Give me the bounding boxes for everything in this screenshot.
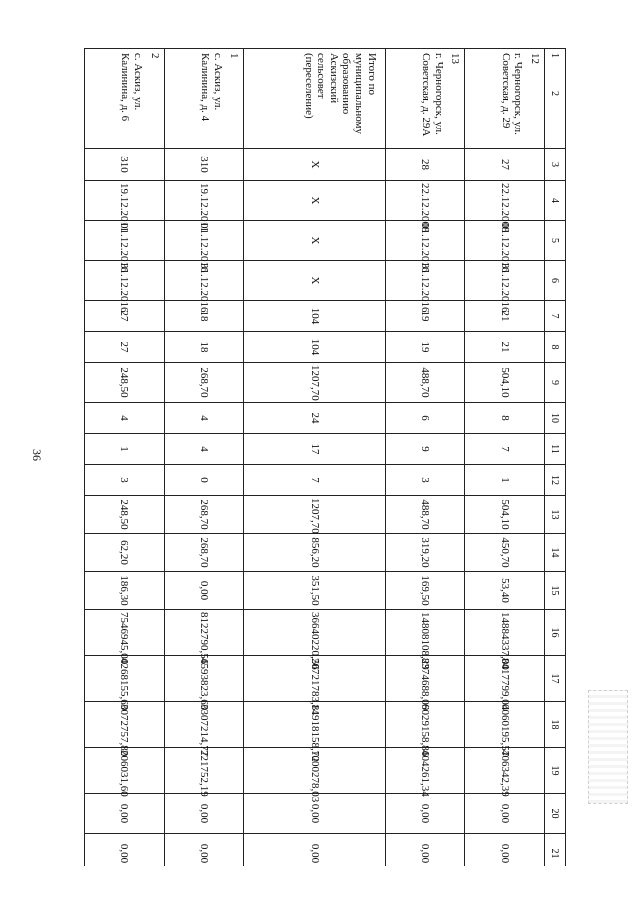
table-cell: 7546945,00 bbox=[85, 610, 165, 656]
column-number-row bbox=[545, 49, 566, 867]
address-cell bbox=[244, 49, 385, 149]
table-cell: 31.12.2016 bbox=[85, 261, 165, 301]
table-cell: 404261,34 bbox=[385, 748, 465, 794]
table-cell: 01.12.2016 bbox=[85, 221, 165, 261]
table-cell: 0,00 bbox=[465, 794, 545, 834]
table-cell: 0,00 bbox=[164, 572, 244, 610]
table-cell: 186,30 bbox=[85, 572, 165, 610]
table-cell: 4 bbox=[85, 403, 165, 434]
table-cell: 1 bbox=[465, 465, 545, 496]
column-number: 2 bbox=[549, 91, 561, 96]
table-cell: 1000278,03 bbox=[244, 748, 385, 794]
table-cell: X bbox=[244, 221, 385, 261]
table-cell: 27 bbox=[85, 332, 165, 363]
table-cell: 8374688,09 bbox=[385, 656, 465, 702]
table-cell: 21 bbox=[465, 301, 545, 332]
table-cell: 4 bbox=[164, 434, 244, 465]
table-cell: 9 bbox=[385, 434, 465, 465]
table-cell: 36640220,56 bbox=[244, 610, 385, 656]
column-number-cell bbox=[545, 49, 566, 149]
table-cell: 28 bbox=[385, 149, 465, 181]
table-cell: 0 bbox=[164, 465, 244, 496]
table-cell: 1 bbox=[85, 434, 165, 465]
table-cell: 22.12.2008 bbox=[465, 181, 545, 221]
table-cell: 19 bbox=[385, 332, 465, 363]
table-row bbox=[465, 49, 545, 867]
table-cell: 450,70 bbox=[465, 534, 545, 572]
table-cell: 504,10 bbox=[465, 363, 545, 403]
column-number-cell: 17 bbox=[545, 656, 566, 702]
column-number-cell: 3 bbox=[545, 149, 566, 181]
table-cell: 248,50 bbox=[85, 363, 165, 403]
column-number-cell: 18 bbox=[545, 702, 566, 748]
table-cell: 0,00 bbox=[385, 794, 465, 834]
table-cell: 0,00 bbox=[164, 794, 244, 834]
table-cell: 0,00 bbox=[465, 834, 545, 867]
table-cell: 3 bbox=[85, 465, 165, 496]
table-row bbox=[85, 49, 165, 867]
column-number-cell: 13 bbox=[545, 496, 566, 534]
table-cell: 17 bbox=[244, 434, 385, 465]
table-cell: 0,00 bbox=[164, 834, 244, 867]
column-number-cell: 7 bbox=[545, 301, 566, 332]
table-cell: 488,70 bbox=[385, 363, 465, 403]
row-number: 12 bbox=[529, 53, 541, 64]
address-cell bbox=[465, 49, 545, 149]
table-cell: 01.12.2016 bbox=[465, 221, 545, 261]
table-cell: 104 bbox=[244, 301, 385, 332]
table-cell: 856,20 bbox=[244, 534, 385, 572]
table-cell: 19.12.2011 bbox=[164, 181, 244, 221]
table-cell: 310 bbox=[85, 149, 165, 181]
row-number: 2 bbox=[148, 53, 161, 59]
table-cell: X bbox=[244, 149, 385, 181]
column-number-cell: 15 bbox=[545, 572, 566, 610]
table-cell: 268,70 bbox=[164, 534, 244, 572]
table-row bbox=[385, 49, 465, 867]
table-cell: 4 bbox=[164, 403, 244, 434]
table-cell: 248,50 bbox=[85, 496, 165, 534]
table-cell: 14918158,72 bbox=[244, 702, 385, 748]
table-cell: 3307214,77 bbox=[164, 702, 244, 748]
table-cell: 6060195,57 bbox=[465, 702, 545, 748]
scan-stamp-mark bbox=[588, 690, 628, 804]
address-text: с. Аскиз, ул. Калинина, д. 4 bbox=[199, 53, 224, 122]
table-cell: 104 bbox=[244, 332, 385, 363]
table-cell: 268,70 bbox=[164, 496, 244, 534]
table-cell: 01.12.2016 bbox=[385, 221, 465, 261]
table-cell: 31.12.2016 bbox=[465, 261, 545, 301]
address-text: г. Черногорск, ул. Советская, д. 29А bbox=[420, 53, 445, 137]
table-cell: 22.12.2008 bbox=[385, 181, 465, 221]
table-cell: 1207,70 bbox=[244, 496, 385, 534]
table-cell: 7 bbox=[244, 465, 385, 496]
table-cell: 268,70 bbox=[164, 363, 244, 403]
column-number-cell: 9 bbox=[545, 363, 566, 403]
table-cell: 0,00 bbox=[244, 794, 385, 834]
table-cell: 351,50 bbox=[244, 572, 385, 610]
document-table-frame bbox=[84, 48, 566, 866]
table-cell: 14884337,00 bbox=[465, 610, 545, 656]
table-row bbox=[164, 49, 244, 867]
table-cell: X bbox=[244, 261, 385, 301]
table-cell: 221752,19 bbox=[164, 748, 244, 794]
table-cell: 8417799,04 bbox=[465, 656, 545, 702]
table-cell: 6029158,86 bbox=[385, 702, 465, 748]
table-cell: 169,50 bbox=[385, 572, 465, 610]
column-number-cell: 4 bbox=[545, 181, 566, 221]
address-cell bbox=[385, 49, 465, 149]
address-text: г. Черногорск, ул. Советская, д. 29 bbox=[499, 53, 525, 135]
table-cell: 21 bbox=[465, 332, 545, 363]
column-number-cell: 21 bbox=[545, 834, 566, 867]
table-cell: 31.12.2016 bbox=[385, 261, 465, 301]
column-number: 1 bbox=[549, 53, 561, 58]
table-row bbox=[244, 49, 385, 867]
table-cell: 504,10 bbox=[465, 496, 545, 534]
table-cell: 0,00 bbox=[85, 794, 165, 834]
table-cell: 18 bbox=[164, 332, 244, 363]
table-body bbox=[85, 49, 566, 867]
table-cell: 62,20 bbox=[85, 534, 165, 572]
table-cell: 4593823,60 bbox=[164, 656, 244, 702]
address-text: с. Аскиз, ул. Калинина, д. 6 bbox=[119, 53, 145, 122]
column-number-cell: 19 bbox=[545, 748, 566, 794]
rotated-table-wrapper bbox=[84, 48, 566, 866]
column-number-cell: 5 bbox=[545, 221, 566, 261]
row-number: 13 bbox=[449, 53, 462, 64]
table-cell: 0,00 bbox=[85, 834, 165, 867]
resettlement-table bbox=[84, 48, 566, 866]
column-number-cell: 11 bbox=[545, 434, 566, 465]
table-cell: 24 bbox=[244, 403, 385, 434]
address-cell bbox=[85, 49, 165, 149]
table-cell: 3072757,80 bbox=[85, 702, 165, 748]
address-text: Итого по муниципальному образованию Аскизский сельсовет (переселение) bbox=[302, 53, 378, 135]
table-cell: X bbox=[244, 181, 385, 221]
table-cell: 20721783,81 bbox=[244, 656, 385, 702]
table-cell: 31.12.2016 bbox=[164, 261, 244, 301]
table-cell: 18 bbox=[164, 301, 244, 332]
table-cell: 406342,39 bbox=[465, 748, 545, 794]
table-cell: 8122790,56 bbox=[164, 610, 244, 656]
table-cell: 0,00 bbox=[385, 834, 465, 867]
column-number-cell: 20 bbox=[545, 794, 566, 834]
column-number-cell: 12 bbox=[545, 465, 566, 496]
column-number-cell: 10 bbox=[545, 403, 566, 434]
column-number-cell: 16 bbox=[545, 610, 566, 656]
table-cell: 488,70 bbox=[385, 496, 465, 534]
column-number-cell: 6 bbox=[545, 261, 566, 301]
table-cell: 53,40 bbox=[465, 572, 545, 610]
table-cell: 27 bbox=[85, 301, 165, 332]
table-cell: 4268155,60 bbox=[85, 656, 165, 702]
row-number: 1 bbox=[228, 53, 241, 59]
address-cell bbox=[164, 49, 244, 149]
table-cell: 0,00 bbox=[244, 834, 385, 867]
column-number-cell: 14 bbox=[545, 534, 566, 572]
page-number: 36 bbox=[30, 449, 45, 461]
table-cell: 19 bbox=[385, 301, 465, 332]
table-cell: 19.12.2011 bbox=[85, 181, 165, 221]
column-number-cell: 8 bbox=[545, 332, 566, 363]
table-cell: 6 bbox=[385, 403, 465, 434]
table-cell: 206031,60 bbox=[85, 748, 165, 794]
table-cell: 310 bbox=[164, 149, 244, 181]
table-cell: 3 bbox=[385, 465, 465, 496]
table-cell: 319,20 bbox=[385, 534, 465, 572]
table-cell: 01.12.2016 bbox=[164, 221, 244, 261]
table-cell: 27 bbox=[465, 149, 545, 181]
table-cell: 14808108,29 bbox=[385, 610, 465, 656]
table-cell: 1207,70 bbox=[244, 363, 385, 403]
table-cell: 8 bbox=[465, 403, 545, 434]
table-cell: 7 bbox=[465, 434, 545, 465]
